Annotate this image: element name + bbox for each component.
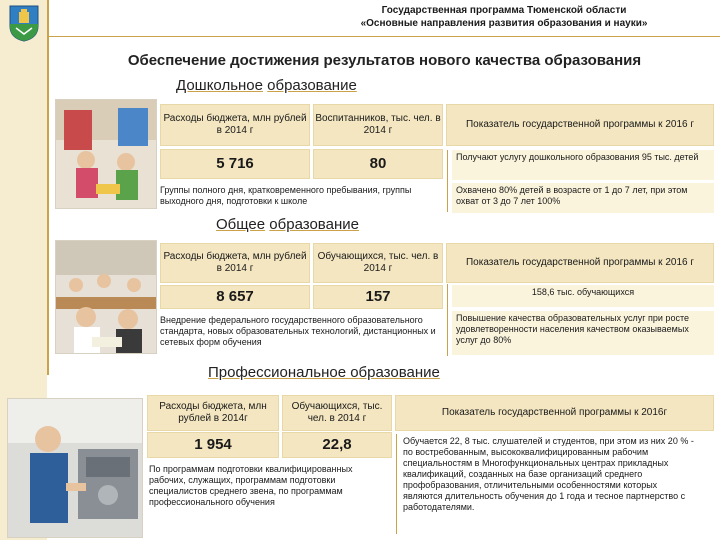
preschool-title	[176, 77, 357, 94]
preschool-divider	[447, 150, 448, 212]
preschool-indicator-1: Получают услугу дошкольного образования 95 тыс. детей	[452, 150, 714, 180]
program-line-1: Государственная программа Тюменской области	[381, 5, 627, 16]
professional-divider	[396, 434, 397, 534]
general-pupils-value: 157	[313, 285, 443, 309]
general-col-pupils: Обучающихся, тыс. чел. в 2014 г	[313, 243, 443, 283]
preschool-col-pupils: Воспитанников, тыс. чел. в 2014 г	[313, 104, 443, 146]
general-indicator-2: Повышение качества образовательных услуг при росте удовлетворенности населения качеством оказываемых услуг до 80%	[452, 311, 714, 355]
general-note: Внедрение федерального государственного образовательного стандарта, новых образовательных технологий, дистанционных и сетевых форм обучения	[157, 313, 447, 357]
preschool-col-spending: Расходы бюджета, млн рублей в 2014 г	[160, 104, 310, 146]
preschool-col-indicator: Показатель государственной программы к 2016 г	[446, 104, 714, 146]
professional-col-indicator: Показатель государственной программы к 2016г	[395, 395, 714, 431]
general-divider	[447, 284, 448, 356]
preschool-pupils-value: 80	[313, 149, 443, 179]
professional-spending-value: 1 954	[147, 432, 279, 458]
general-col-spending: Расходы бюджета, млн рублей в 2014 г	[160, 243, 310, 283]
general-spending-value: 8 657	[160, 285, 310, 309]
professional-note: По программам подготовки квалифицированных рабочих, служащих, программам подготовки специалистов среднего звена, по программам профессионального обучения	[146, 462, 386, 522]
workshop-photo	[7, 398, 143, 538]
kindergarten-photo	[55, 99, 157, 209]
professional-title-text: Профессиональное образование	[208, 364, 440, 381]
program-name	[294, 4, 714, 30]
classroom-photo	[55, 240, 157, 354]
preschool-note: Группы полного дня, кратковременного пребывания, группы выходного дня, подготовки к школе	[157, 183, 447, 213]
header-rule	[49, 36, 720, 37]
general-col-indicator: Показатель государственной программы к 2016 г	[446, 243, 714, 283]
slide-title: Обеспечение достижения результатов нового качества образования	[127, 52, 642, 69]
general-title-b: образование	[269, 216, 359, 233]
general-indicator-1: 158,6 тыс. обучающихся	[452, 285, 714, 307]
preschool-indicator-2: Охвачено 80% детей в возрасте от 1 до 7 лет, при этом охват от 3 до 7 лет 100%	[452, 183, 714, 213]
program-line-2: «Основные направления развития образования и науки»	[360, 18, 648, 29]
coat-of-arms-icon	[6, 4, 42, 42]
general-title-a: Общее	[216, 216, 266, 233]
professional-title	[208, 364, 440, 381]
professional-indicator: Обучается 22, 8 тыс. слушателей и студентов, при этом из них 20 % - по востребованным, высококвалифицированным рабочим специальностям в Многофункциональных центрах прикладных квалификаций, созданных на базе организаций среднего профобразования, отличительными особенностями которых являются длительность обучения до 1 года и тесное партнерство с работодателями.	[400, 434, 700, 534]
professional-col-pupils: Обучающихся, тыс. чел. в 2014 г	[282, 395, 392, 431]
preschool-title-b: образование	[267, 77, 357, 94]
general-title	[216, 216, 359, 233]
professional-pupils-value: 22,8	[282, 432, 392, 458]
professional-col-spending: Расходы бюджета, млн рублей в 2014г	[147, 395, 279, 431]
preschool-title-a: Дошкольное	[176, 77, 263, 94]
preschool-spending-value: 5 716	[160, 149, 310, 179]
